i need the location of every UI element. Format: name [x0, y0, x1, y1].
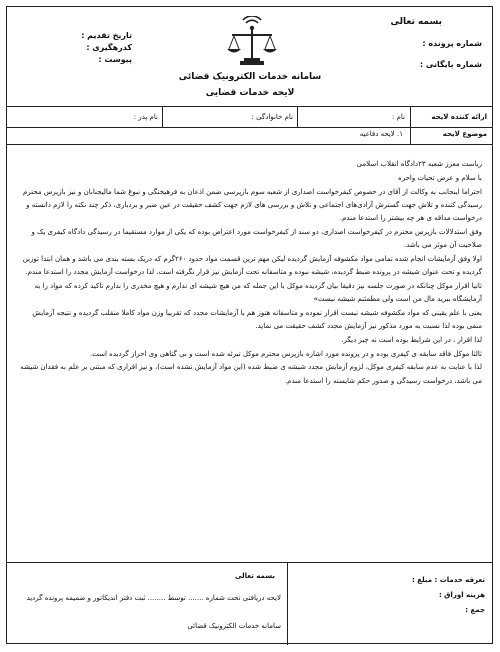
petition-body — [16, 158, 482, 388]
tariff-label: تعرفه خدمات : مبلغ : — [411, 576, 485, 584]
subject-value: ۱. لایحه دفاعیه — [359, 130, 403, 138]
body-paragraph: وفق استدلالات بازپرس محترم در کیفرخواست اصداری، دو سند از کیفرخواست مورد اعتراض بوده که یکی از موارد مستقیما در رسیدگی دادگاه کیفری یک و صلاحیت آن موثر می باشد. — [31, 227, 482, 249]
tracking-code-label: کدرهگیری : — [86, 43, 132, 52]
paper-cost-label: هزینه اوراق : — [438, 591, 485, 599]
body-paragraph: اولا وفق آزمایشات انجام شده تمامی مواد مکشوفه آزمایش گردیده لیکن مهم ترین قسمت مواد حدود ۲۶۰گرم که دریک بسته بندی می باشد و همان ابتدا توزین گردیده و تحت عنوان شیشه در پرونده ضبط گردیده، شیشه نبوده و متاسفانه تحت آزمایش نیز قرار نگرفته است. لذا درخواست آزمایش مجدد را استدعا مندم. — [22, 254, 482, 276]
subject-label: موضوع لایحه — [442, 130, 487, 138]
header-right-block — [352, 12, 482, 75]
footer-bismillah: بسمه تعالی — [234, 572, 275, 580]
body-paragraph: لذا با عنایت به عدم سابقه کیفری موکل، لزوم آزمایش مجدد شیشه ی ضبط شده (این مواد آزمایش نشده است)، و نیز اقراری که مبتنی بر علم به فقدان شیشه می باشد، درخواست رسیدگی و صدور حکم شایسته را استدعا مندم. — [20, 363, 482, 385]
subject-row — [6, 126, 493, 145]
attachment-label: پیوست : — [98, 55, 132, 64]
body-paragraph: لذا اقرار ، در این شرایط بوده است نه چیز دیگر. — [341, 335, 482, 344]
registration-note: لایحه دریافتی تحت شماره ....... توسط ........ ثبت دفتر اندیکاتور و ضمیمه پرونده گردید — [26, 594, 281, 602]
addressee-line: ریاست معزز شعبه ۲۳دادگاه انقلاب اسلامی — [356, 160, 482, 168]
submitter-row — [6, 106, 493, 128]
justice-scales-emblem-icon — [224, 16, 280, 72]
family-name-label: نام خانوادگی : — [251, 113, 293, 121]
body-paragraph: ثالثا موکل فاقد سابقه ی کیفری بوده و در پرونده مورد اشاره بازپرس محترم موکل تبرئه شده است و بی گناهی وی احراز گردیده است. — [90, 349, 482, 358]
case-number-label: شماره پرونده : — [422, 39, 482, 48]
org-title: سامانه خدمات الکترونیک قضائی — [178, 72, 322, 82]
name-label: نام : — [392, 113, 405, 121]
submit-date-label: تاریخ تقدیم : — [81, 31, 132, 40]
greeting-line: با سلام و عرض تحیات واحره — [398, 173, 482, 182]
father-name-label: نام پدر : — [133, 113, 158, 121]
form-subtitle: لایحه خدمات قضایی — [205, 88, 295, 98]
body-paragraph: ثانیا اقرار موکل چنانکه در صورت جلسه نیز دقیقا بیان گردیده موکل با این جمله که من هیچ شیشه ای ندارم و هیچ مخدری را ندارم تاکید کرده که مواد را به آزمایشگاه ببرید مال من است ولی مطمئنم شیشه نیست» — [34, 281, 482, 303]
registration-block — [11, 569, 281, 633]
tariff-block — [295, 573, 485, 618]
header-left-block — [22, 30, 172, 66]
body-paragraph: یعنی با علم یقینی که مواد مکشوفه شیشه نیست اقرار نموده و متاسفانه هنوز هم با آزمایشات مجدد که تقریبا وزن مواد کاملا منقلب گردیده و نتیجه آزمایش منفی بوده لذا نسبت به مورد مذکور نیز آزمایش مجدد کشف حقیقت می نماید. — [32, 308, 482, 330]
submitter-row-label: ارائه کننده لایحه — [431, 113, 487, 121]
body-paragraph: احتراما اینجانب به وکالت از آقای در خصوص کیفرخواست اصداری از شعبه سوم بازپرسی ضمن اذعان به فرهیختگی و نبوغ شما مالیجنابان و نیز بازپرس محترم رسیدگی کننده و تلاش جهت گسترش آزادی‌های اجتماعی و تلاش و بررسی های لازم جهت کشف حقیقت در عین صبر و بردباری، ذکر چند نکته را لازم دانسته و درخواست مداقه ی هر چه بیشتر را استدعا مندم. — [23, 187, 482, 222]
archive-number-label: شماره بایگانی : — [419, 60, 482, 69]
footer-org: سامانه خدمات الکترونیک قضائی — [187, 622, 281, 630]
bismillah-header: بسمه تعالی — [390, 17, 442, 27]
total-label: جمع : — [465, 606, 485, 614]
footer-section — [6, 562, 493, 645]
